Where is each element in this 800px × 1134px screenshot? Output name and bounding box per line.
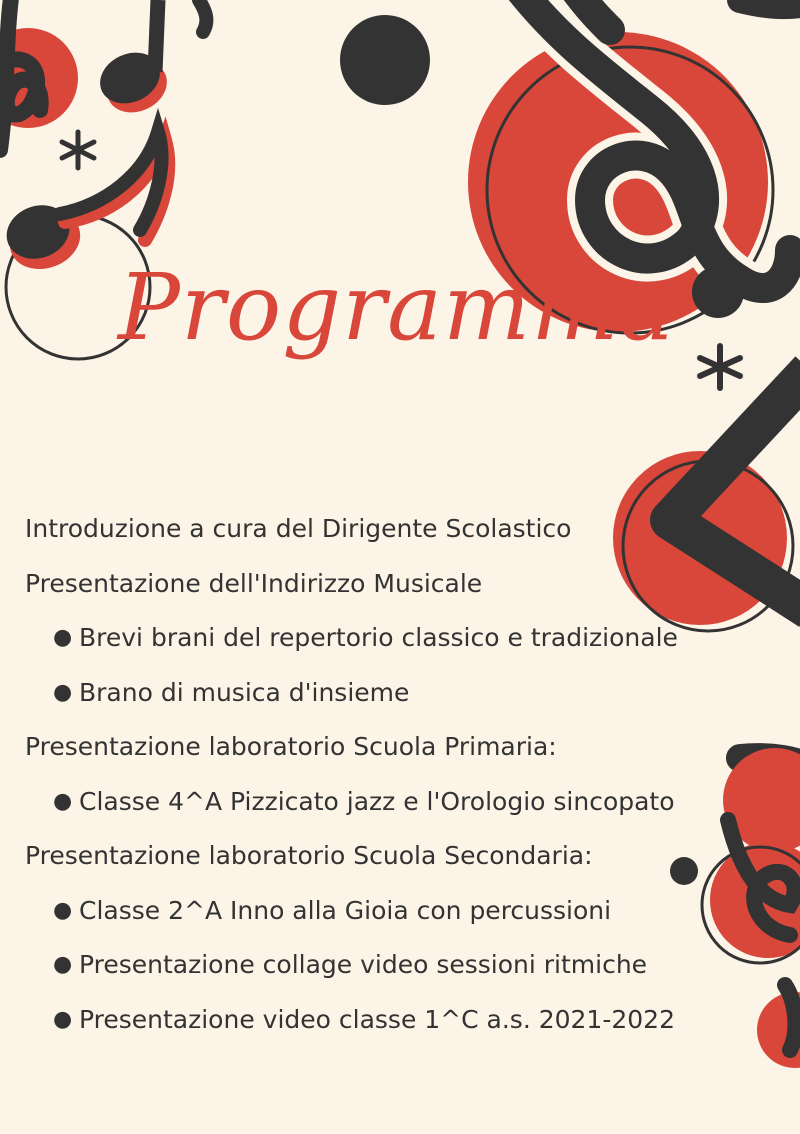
- program-subitem: [25, 998, 800, 1053]
- treble-clef-icon: [0, 0, 78, 150]
- page-title: Programma: [118, 254, 676, 361]
- program-item-text: Presentazione laboratorio Scuola Primaria:: [25, 732, 557, 761]
- bullet-icon: ●: [53, 679, 73, 705]
- note-dot-icon: [340, 15, 430, 105]
- program-item: [25, 834, 800, 889]
- program-item-text: Presentazione dell'Indirizzo Musicale: [25, 568, 483, 598]
- program-item-text: Brano di musica d'insieme: [79, 677, 410, 707]
- sparkle-icon: [700, 346, 740, 388]
- bullet-icon: ●: [53, 952, 73, 977]
- program-item-text: Classe 2^A Inno alla Gioia con percussioni: [79, 895, 612, 925]
- program-item-text: Introduzione a cura del Dirigente Scolastico: [25, 514, 572, 543]
- bullet-icon: ●: [53, 625, 73, 650]
- program-list: [25, 507, 800, 1052]
- program-item-text: Classe 4^A Pizzicato jazz e l'Orologio sincopato: [79, 786, 675, 816]
- program-subitem: [25, 616, 800, 671]
- program-subitem: [25, 671, 800, 726]
- program-item-text: Brevi brani del repertorio classico e tradizionale: [79, 623, 678, 652]
- program-item: [25, 725, 800, 780]
- bullet-icon: ●: [53, 1006, 73, 1032]
- bullet-icon: ●: [53, 788, 73, 814]
- program-item-text: Presentazione collage video sessioni ritmiche: [79, 950, 648, 979]
- program-item-text: Presentazione video classe 1^C a.s. 2021-2022: [79, 1004, 675, 1034]
- program-subitem: [25, 780, 800, 835]
- program-item-text: Presentazione laboratorio Scuola Secondaria:: [25, 841, 593, 870]
- program-subitem: [25, 943, 800, 998]
- program-item: [25, 507, 800, 562]
- program-subitem: [25, 889, 800, 944]
- program-item: [25, 562, 800, 617]
- bullet-icon: ●: [53, 897, 73, 923]
- eighth-note-icon: [92, 0, 207, 122]
- sparkle-icon: [62, 132, 94, 168]
